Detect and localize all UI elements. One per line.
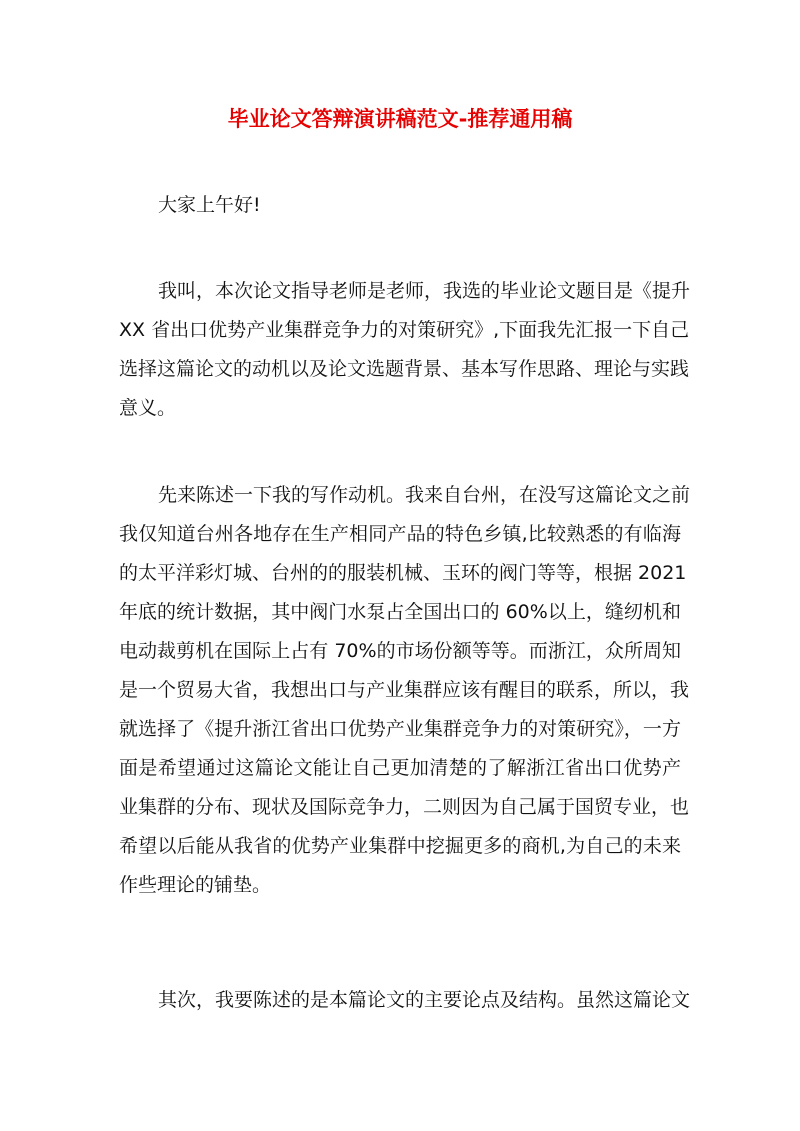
paragraph-3-line-1: 其次，我要陈述的是本篇论文的主要论点及结构。虽然这篇论文	[158, 989, 691, 1011]
document-title: 毕业论文答辩演讲稿范文-推荐通用稿	[227, 107, 573, 131]
paragraph-1-line-1: 我叫，本次论文指导老师是老师，我选的毕业论文题目是《提升	[158, 280, 691, 302]
paragraph-2-line-8: 面是希望通过这篇论文能让自己更加清楚的了解浙江省出口优势产	[119, 757, 681, 779]
paragraph-1-line-3: 选择这篇论文的动机以及论文选题背景、基本写作思路、理论与实践	[119, 358, 690, 380]
paragraph-2-line-7: 就选择了《提升浙江省出口优势产业集群竞争力的对策研究》，一方	[119, 718, 681, 740]
paragraph-2-line-3: 的太平洋彩灯城、台州的的服装机械、玉环的阀门等等，根据 2021	[119, 562, 687, 584]
paragraph-2-line-10: 希望以后能从我省的优势产业集群中挖掘更多的商机,为自己的未来	[119, 835, 681, 857]
paragraph-2-line-2: 我仅知道台州各地存在生产相同产品的特色乡镇,比较熟悉的有临海	[119, 523, 681, 545]
paragraph-2-line-9: 业集群的分布、现状及国际竞争力，二则因为自己属于国贸专业，也	[119, 796, 690, 818]
paragraph-2-line-6: 是一个贸易大省，我想出口与产业集群应该有醒目的联系，所以，我	[119, 679, 690, 701]
paragraph-2-line-11: 作些理论的铺垫。	[119, 874, 272, 896]
paragraph-1-line-2: XX 省出口优势产业集群竞争力的对策研究》,下面我先汇报一下自己	[119, 319, 690, 341]
paragraph-2-line-5: 电动裁剪机在国际上占有 70%的市场份额等等。而浙江，众所周知	[119, 640, 681, 662]
paragraph-2-line-1: 先来陈述一下我的写作动机。我来自台州，在没写这篇论文之前	[158, 484, 691, 506]
paragraph-1-line-4: 意义。	[119, 397, 177, 419]
paragraph-2-line-4: 年底的统计数据，其中阀门水泵占全国出口的 60%以上，缝纫机和	[119, 601, 681, 623]
greeting-line: 大家上午好!	[158, 194, 261, 216]
